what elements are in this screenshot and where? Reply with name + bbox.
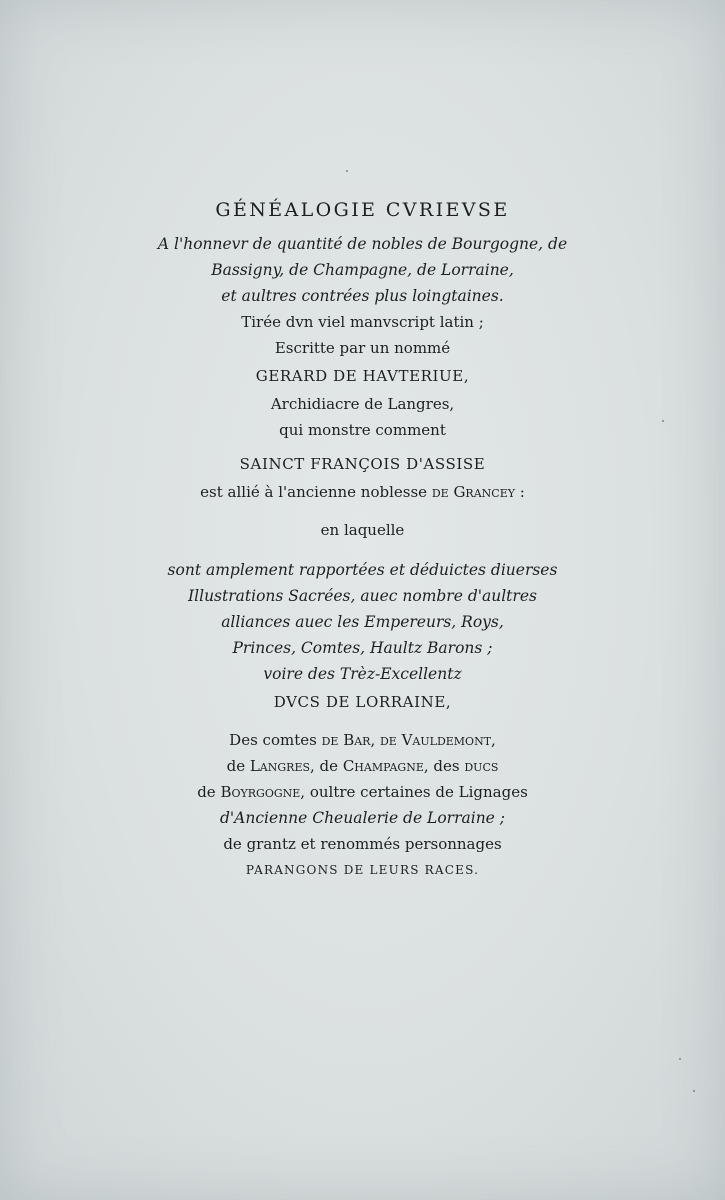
title-page-text [60,193,665,883]
contents-line: Princes, Comtes, Haultz Barons ; [232,639,493,657]
connector-line: en laquelle [320,521,405,539]
contents-line: Illustrations Sacrées, auec nombre d'aultres [188,587,537,605]
author-name: GERARD DE HAVTERIUE, [255,367,470,385]
counts-line [60,727,665,753]
contents-line: voire des Trèz-Excellentz [263,665,462,683]
closing-line: PARANGONS DE LEURS RACES. [245,863,480,877]
page-title: GÉNÉALOGIE CVRIEVSE [215,199,510,221]
dedication-line: A l'honnevr de quantité de nobles de Bourgogne, de [157,235,568,253]
dedication-line: Bassigny, de Champagne, de Lorraine, [211,261,514,279]
counts-text: Des comtes [229,731,322,749]
source-line: Tirée dvn viel manvscript latin ; [241,313,484,331]
author-role-line: Archidiacre de Langres, [270,395,455,413]
counts-text: de [226,757,250,775]
counts-line: d'Ancienne Cheualerie de Lorraine ; [219,809,506,827]
contents-line: alliances auec les Empereurs, Roys, [221,613,504,631]
dedication-line: et aultres contrées plus loingtaines. [221,287,504,305]
alliance-line [60,479,665,505]
author-role-line: qui monstre comment [279,421,446,439]
alliance-suffix: : [515,483,525,501]
paper-speck [346,170,348,172]
counts-small-caps: Langres [249,757,311,775]
paper-speck [679,1058,681,1060]
counts-small-caps: ducs [464,757,499,775]
contents-line: sont amplement rapportées et déduictes diuerses [167,561,558,579]
source-line: Escritte par un nommé [274,339,451,357]
alliance-prefix: est allié à l'ancienne noblesse [200,483,428,501]
counts-line: de grantz et renommés personnages [223,835,502,853]
counts-text: , oultre certaines de Lignages [300,783,528,801]
paper-speck [693,1090,695,1092]
counts-text: de [197,783,221,801]
dukes-heading: DVCS DE LORRAINE, [273,693,452,711]
counts-line [60,779,665,805]
counts-text: , de [310,757,343,775]
counts-small-caps: Boyrgogne [220,783,301,801]
counts-text: , des [423,757,465,775]
alliance-house: de Grancey [431,483,515,501]
counts-small-caps: de Bar, de Vauldemont, [321,731,496,749]
saint-name: SAINCT FRANÇOIS D'ASSISE [239,455,486,473]
counts-line [60,753,665,779]
counts-small-caps: Champagne [342,757,424,775]
